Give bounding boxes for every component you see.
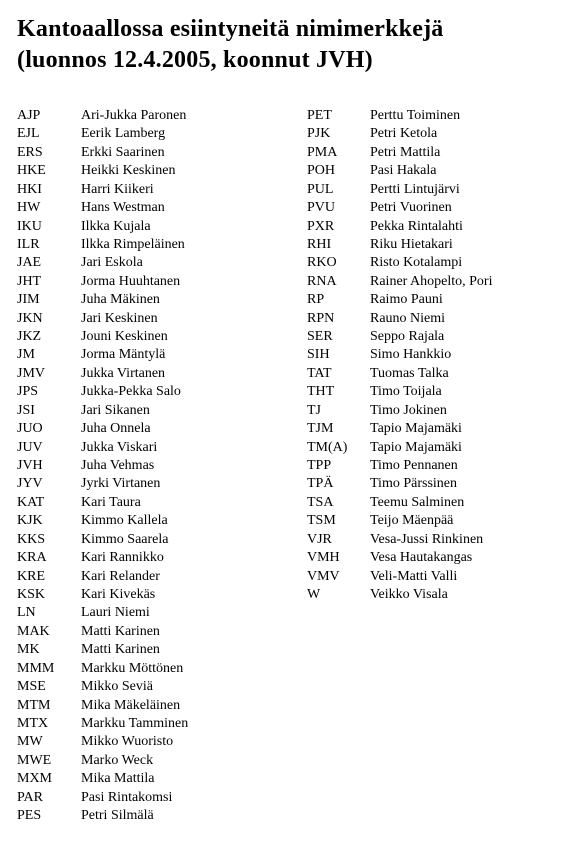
nickname-code: MAK — [17, 623, 50, 639]
person-name: Veli-Matti Valli — [370, 568, 458, 584]
nickname-code: SER — [307, 329, 333, 345]
nickname-code: RHI — [307, 236, 332, 252]
person-name: Kari Rannikko — [81, 550, 164, 566]
nickname-code: JUV — [17, 439, 43, 455]
person-name: Kimmo Kallela — [81, 513, 168, 529]
person-name: Vesa-Jussi Rinkinen — [370, 531, 484, 547]
person-name: Tapio Majamäki — [370, 421, 462, 437]
nickname-code: THT — [307, 384, 335, 400]
nickname-code: MSE — [17, 679, 46, 695]
person-name: Pertti Lintujärvi — [370, 181, 460, 197]
person-name: Rainer Ahopelto, Pori — [370, 273, 493, 289]
person-name: Jukka-Pekka Salo — [81, 384, 181, 400]
person-name: Vesa Hautakangas — [370, 550, 473, 566]
nickname-code: VMH — [307, 550, 340, 566]
nickname-code: MW — [17, 734, 43, 750]
nickname-code: MTM — [17, 697, 51, 713]
person-name: Erkki Saarinen — [81, 144, 165, 160]
person-name: Simo Hankkio — [370, 347, 452, 363]
person-name: Matti Karinen — [81, 623, 160, 639]
nickname-code: JKN — [17, 310, 43, 326]
nickname-code: JMV — [17, 365, 46, 381]
person-name: Ilkka Rimpeläinen — [81, 236, 185, 252]
person-name: Pekka Rintalahti — [370, 218, 463, 234]
person-name: Juha Onnela — [81, 421, 151, 437]
nickname-code: KAT — [17, 494, 45, 510]
nickname-code: JKZ — [17, 329, 42, 345]
person-name: Juha Mäkinen — [81, 292, 160, 308]
person-name: Petri Silmälä — [81, 808, 154, 824]
nickname-code: W — [307, 586, 321, 602]
person-name: Veikko Visala — [370, 586, 448, 602]
nickname-code: PES — [17, 808, 42, 824]
nickname-code: RP — [307, 292, 325, 308]
person-name: Tuomas Talka — [370, 365, 449, 381]
nickname-code: PUL — [307, 181, 334, 197]
nickname-code: TM(A) — [307, 439, 348, 455]
nickname-code: PXR — [307, 218, 335, 234]
nickname-code: TAT — [307, 365, 332, 381]
document-title — [17, 14, 443, 76]
nickname-code: TPP — [307, 458, 332, 474]
nickname-code: KRA — [17, 550, 47, 566]
person-name: Heikki Keskinen — [81, 163, 176, 179]
person-name: Seppo Rajala — [370, 329, 445, 345]
person-name: Petri Vuorinen — [370, 200, 452, 216]
person-name: Teemu Salminen — [370, 494, 465, 510]
person-name: Jorma Mäntylä — [81, 347, 166, 363]
nickname-code: JUO — [17, 421, 43, 437]
nickname-code: MMM — [17, 660, 55, 676]
nickname-code: POH — [307, 163, 336, 179]
person-name: Jukka Virtanen — [81, 365, 166, 381]
nickname-code: MWE — [17, 752, 52, 768]
person-name: Kimmo Saarela — [81, 531, 169, 547]
person-name: Kari Relander — [81, 568, 160, 584]
nickname-code: RNA — [307, 273, 337, 289]
nickname-code: JAE — [17, 255, 42, 271]
nickname-code: HKI — [17, 181, 42, 197]
person-name: Pasi Rintakomsi — [81, 789, 173, 805]
nickname-code: IKU — [17, 218, 42, 234]
person-name: Risto Kotalampi — [370, 255, 463, 271]
nickname-code: PVU — [307, 200, 336, 216]
nickname-code: VMV — [307, 568, 340, 584]
nickname-code: ILR — [17, 236, 40, 252]
nickname-code: TJ — [307, 402, 321, 418]
nickname-code: MK — [17, 642, 40, 658]
nickname-code: TSM — [307, 513, 336, 529]
title-line-1: Kantoaallossa esiintyneitä nimimerkkejä — [17, 16, 444, 42]
nickname-code: ERS — [17, 144, 43, 160]
person-name: Timo Toijala — [370, 384, 442, 400]
person-name: Lauri Niemi — [81, 605, 150, 621]
person-name: Hans Westman — [81, 200, 165, 216]
nickname-code: TJM — [307, 421, 334, 437]
person-name: Petri Ketola — [370, 126, 438, 142]
person-name: Mikko Wuoristo — [81, 734, 174, 750]
person-name: Jukka Viskari — [81, 439, 158, 455]
person-name: Timo Pärssinen — [370, 476, 458, 492]
person-name: Jorma Huuhtanen — [81, 273, 181, 289]
nickname-code: PET — [307, 108, 332, 123]
person-name: Raimo Pauni — [370, 292, 443, 308]
nickname-code: JPS — [17, 384, 39, 400]
person-name: Mika Mattila — [81, 771, 155, 787]
nickname-code: KSK — [17, 586, 46, 602]
nickname-code: JSI — [17, 402, 35, 418]
person-name: Juha Vehmas — [81, 458, 155, 474]
nickname-code: VJR — [307, 531, 332, 547]
person-name: Ari-Jukka Paronen — [81, 108, 187, 123]
person-name: Kari Kivekäs — [81, 586, 156, 602]
nickname-code: JIM — [17, 292, 40, 308]
person-name: Riku Hietakari — [370, 236, 453, 252]
person-name: Markku Möttönen — [81, 660, 184, 676]
person-name: Timo Pennanen — [370, 458, 458, 474]
nickname-code: LN — [17, 605, 36, 621]
person-name: Teijo Mäenpää — [370, 513, 454, 529]
person-name: Jouni Keskinen — [81, 329, 168, 345]
person-name: Rauno Niemi — [370, 310, 446, 326]
nickname-code: PJK — [307, 126, 331, 142]
nickname-code: RKO — [307, 255, 337, 271]
nickname-code: KKS — [17, 531, 46, 547]
nickname-code: TSA — [307, 494, 334, 510]
nickname-code: JHT — [17, 273, 42, 289]
person-name: Marko Weck — [81, 752, 154, 768]
person-name: Ilkka Kujala — [81, 218, 151, 234]
title-line-2: (luonnos 12.4.2005, koonnut JVH) — [17, 47, 373, 73]
person-name: Harri Kiikeri — [81, 181, 154, 197]
person-name: Jari Keskinen — [81, 310, 158, 326]
nickname-code: EJL — [17, 126, 40, 142]
nickname-code: HKE — [17, 163, 46, 179]
person-name: Markku Tamminen — [81, 715, 189, 731]
person-name: Pasi Hakala — [370, 163, 437, 179]
person-name: Jari Eskola — [81, 255, 143, 271]
nickname-code: PMA — [307, 144, 338, 160]
person-name: Perttu Toiminen — [370, 108, 461, 123]
nickname-code: TPÄ — [307, 476, 334, 492]
nickname-code: RPN — [307, 310, 335, 326]
person-name: Timo Jokinen — [370, 402, 447, 418]
nickname-code: KRE — [17, 568, 45, 584]
person-name: Mikko Seviä — [81, 679, 153, 695]
person-name: Matti Karinen — [81, 642, 160, 658]
nickname-code: JYV — [17, 476, 43, 492]
person-name: Kari Taura — [81, 494, 141, 510]
nickname-code: JM — [17, 347, 35, 363]
nickname-code: AJP — [17, 108, 41, 123]
person-name: Tapio Majamäki — [370, 439, 462, 455]
person-name: Jari Sikanen — [81, 402, 150, 418]
nickname-code: KJK — [17, 513, 43, 529]
person-name: Jyrki Virtanen — [81, 476, 161, 492]
nickname-code: MXM — [17, 771, 53, 787]
nickname-code: HW — [17, 200, 41, 216]
nickname-code: SIH — [307, 347, 330, 363]
nickname-code: MTX — [17, 715, 49, 731]
person-name: Mika Mäkeläinen — [81, 697, 181, 713]
nickname-code: PAR — [17, 789, 43, 805]
person-name: Eerik Lamberg — [81, 126, 166, 142]
person-name: Petri Mattila — [370, 144, 441, 160]
nickname-code: JVH — [17, 458, 43, 474]
